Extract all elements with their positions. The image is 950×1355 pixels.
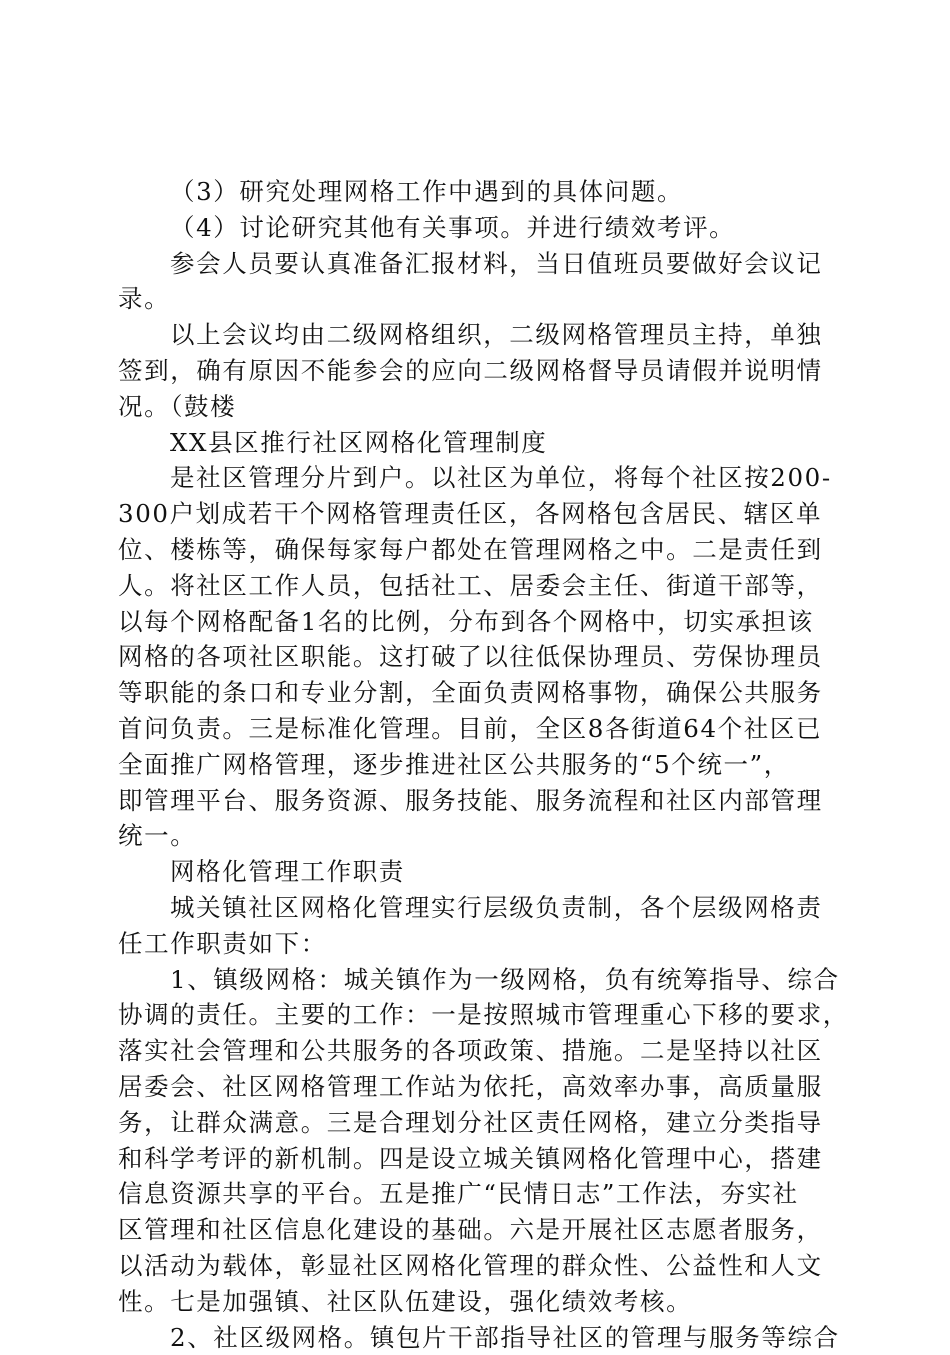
text-line: 是社区管理分片到户。以社区为单位，将每个社区按200- — [118, 460, 836, 496]
text-line: （4）讨论研究其他有关事项。并进行绩效考评。 — [118, 210, 836, 246]
text-line: 落实社会管理和公共服务的各项政策、措施。二是坚持以社区 — [118, 1033, 836, 1069]
text-line: 签到，确有原因不能参会的应向二级网格督导员请假并说明情 — [118, 353, 836, 389]
document-body — [118, 174, 836, 1355]
text-line: 等职能的条口和专业分割，全面负责网格事物，确保公共服务 — [118, 675, 836, 711]
text-line: 录。 — [118, 281, 836, 317]
text-line: 统一。 — [118, 818, 836, 854]
text-line: 任工作职责如下： — [118, 926, 836, 962]
text-line: 网格的各项社区职能。这打破了以往低保协理员、劳保协理员 — [118, 639, 836, 675]
text-line: 首问负责。三是标准化管理。目前，全区8各街道64个社区已 — [118, 711, 836, 747]
text-line: 务，让群众满意。三是合理划分社区责任网格，建立分类指导 — [118, 1105, 836, 1141]
text-line: 参会人员要认真准备汇报材料，当日值班员要做好会议记 — [118, 246, 836, 282]
text-line: （3）研究处理网格工作中遇到的具体问题。 — [118, 174, 836, 210]
text-line: 300户划成若干个网格管理责任区，各网格包含居民、辖区单 — [118, 496, 836, 532]
text-line: 性。七是加强镇、社区队伍建设，强化绩效考核。 — [118, 1284, 836, 1320]
text-line: 以上会议均由二级网格组织，二级网格管理员主持，单独 — [118, 317, 836, 353]
text-line: 以每个网格配备1名的比例，分布到各个网格中，切实承担该 — [118, 604, 836, 640]
text-line: 和科学考评的新机制。四是设立城关镇网格化管理中心，搭建 — [118, 1141, 836, 1177]
text-line: 区管理和社区信息化建设的基础。六是开展社区志愿者服务， — [118, 1212, 836, 1248]
text-line: 以活动为载体，彰显社区网格化管理的群众性、公益性和人文 — [118, 1248, 836, 1284]
text-line: 况。（鼓楼 — [118, 389, 836, 425]
text-line: 信息资源共享的平台。五是推广“民情日志”工作法，夯实社 — [118, 1176, 836, 1212]
text-line: 居委会、社区网格管理工作站为依托，高效率办事，高质量服 — [118, 1069, 836, 1105]
text-line: 城关镇社区网格化管理实行层级负责制，各个层级网格责 — [118, 890, 836, 926]
text-line: 2、社区级网格。镇包片干部指导社区的管理与服务等综合 — [118, 1320, 836, 1355]
text-line: 即管理平台、服务资源、服务技能、服务流程和社区内部管理 — [118, 783, 836, 819]
text-line: 全面推广网格管理，逐步推进社区公共服务的“5个统一”， — [118, 747, 836, 783]
text-line: 人。将社区工作人员，包括社工、居委会主任、街道干部等， — [118, 568, 836, 604]
text-line: 位、楼栋等，确保每家每户都处在管理网格之中。二是责任到 — [118, 532, 836, 568]
text-line: 网格化管理工作职责 — [118, 854, 836, 890]
text-line: XX县区推行社区网格化管理制度 — [118, 425, 836, 461]
text-line: 1、镇级网格：城关镇作为一级网格，负有统筹指导、综合 — [118, 962, 836, 998]
text-line: 协调的责任。主要的工作：一是按照城市管理重心下移的要求， — [118, 997, 836, 1033]
